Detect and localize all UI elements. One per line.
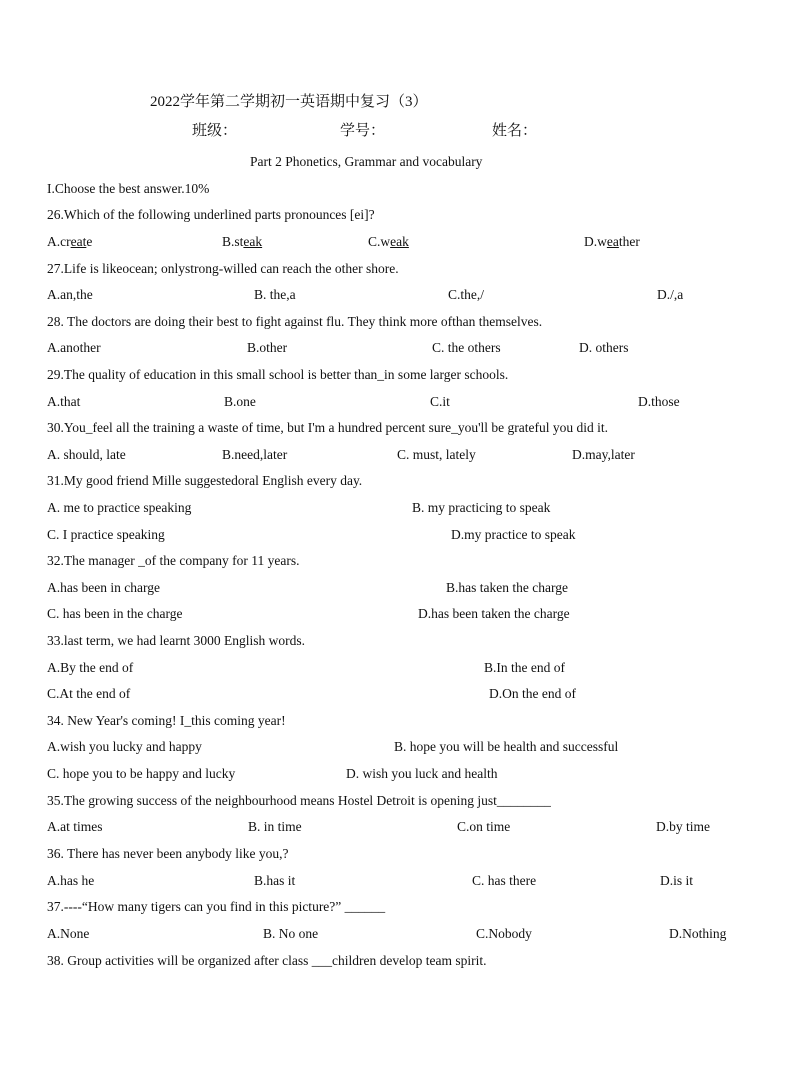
q30-option-a: A. should, late [47, 447, 126, 462]
q32-option-b: B.has taken the charge [446, 580, 568, 595]
q37-option-c: C.Nobody [476, 926, 532, 941]
q34-option-d: D. wish you luck and health [346, 766, 498, 781]
q31-option-a: A. me to practice speaking [47, 500, 192, 515]
question-33-stem: 33.last term, we had learnt 3000 English words. [47, 633, 305, 648]
question-36-stem: 36. There has never been anybody like you,? [47, 846, 289, 861]
q27-option-c: C.the,/ [448, 287, 484, 302]
q27-option-b: B. the,a [254, 287, 296, 302]
q28-option-c: C. the others [432, 340, 501, 355]
q31-option-d: D.my practice to speak [451, 527, 576, 542]
q31-option-c: C. I practice speaking [47, 527, 165, 542]
q26-option-b: B.steak [222, 234, 263, 249]
q30-option-c: C. must, lately [397, 447, 476, 462]
q31-option-b: B. my practicing to speak [412, 500, 551, 515]
q29-option-d: D.those [638, 394, 680, 409]
question-27-stem: 27.Life is likeocean; onlystrong-willed can reach the other shore. [47, 261, 399, 276]
q28-option-b: B.other [247, 340, 288, 355]
q27-option-d: D./,a [657, 287, 684, 302]
q26-option-d: D.weather [584, 234, 640, 249]
question-30-stem: 30.You_feel all the training a waste of time, but I'm a hundred percent sure_you'll be grateful you did it. [47, 420, 608, 435]
section-title: I.Choose the best answer.10% [47, 181, 210, 196]
q34-option-b: B. hope you will be health and successful [394, 739, 619, 754]
student-number-label: 学号： [340, 123, 386, 139]
class-label: 班级： [192, 123, 238, 139]
q36-option-b: B.has it [254, 873, 296, 888]
question-37-stem: 37.----“How many tigers can you find in this picture?” ______ [47, 899, 386, 914]
question-32-stem: 32.The manager _of the company for 11 years. [47, 553, 300, 568]
q26-option-c: C.weak [368, 234, 409, 249]
q35-option-a: A.at times [47, 819, 103, 834]
q35-option-c: C.on time [457, 819, 511, 834]
q33-option-a: A.By the end of [47, 660, 134, 675]
q36-option-a: A.has he [47, 873, 95, 888]
q36-option-c: C. has there [472, 873, 537, 888]
q37-option-b: B. No one [263, 926, 319, 941]
question-38-stem: 38. Group activities will be organized after class ___children develop team spirit. [47, 953, 487, 968]
question-34-stem: 34. New Year's coming! I_this coming year! [47, 713, 286, 728]
question-28-stem: 28. The doctors are doing their best to fight against flu. They think more ofthan themselves. [47, 314, 543, 329]
q35-option-b: B. in time [248, 819, 302, 834]
question-26-stem: 26.Which of the following underlined parts pronounces [ei]? [47, 207, 375, 222]
question-35-stem: 35.The growing success of the neighbourhood means Hostel Detroit is opening just________ [47, 793, 551, 808]
q32-option-a: A.has been in charge [47, 580, 160, 595]
q29-option-c: C.it [430, 394, 450, 409]
q34-option-c: C. hope you to be happy and lucky [47, 766, 236, 781]
q30-option-d: D.may,later [572, 447, 635, 462]
q36-option-d: D.is it [660, 873, 694, 888]
q30-option-b: B.need,later [222, 447, 288, 462]
part-title: Part 2 Phonetics, Grammar and vocabulary [250, 154, 483, 169]
q28-option-a: A.another [47, 340, 101, 355]
q32-option-d: D.has been taken the charge [418, 606, 570, 621]
q29-option-b: B.one [224, 394, 256, 409]
q33-option-b: B.In the end of [484, 660, 565, 675]
q28-option-d: D. others [579, 340, 629, 355]
q27-option-a: A.an,the [47, 287, 93, 302]
q37-option-d: D.Nothing [669, 926, 727, 941]
q33-option-d: D.On the end of [489, 686, 576, 701]
q34-option-a: A.wish you lucky and happy [47, 739, 202, 754]
q32-option-c: C. has been in the charge [47, 606, 183, 621]
name-label: 姓名： [492, 123, 538, 139]
question-29-stem: 29.The quality of education in this small school is better than_in some larger schools. [47, 367, 509, 382]
q37-option-a: A.None [47, 926, 90, 941]
worksheet-title: 2022学年第二学期初一英语期中复习（3） [150, 94, 428, 110]
question-31-stem: 31.My good friend Mille suggestedoral English every day. [47, 473, 363, 488]
q33-option-c: C.At the end of [47, 686, 131, 701]
q35-option-d: D.by time [656, 819, 710, 834]
q29-option-a: A.that [47, 394, 81, 409]
q26-option-a: A.create [47, 234, 93, 249]
